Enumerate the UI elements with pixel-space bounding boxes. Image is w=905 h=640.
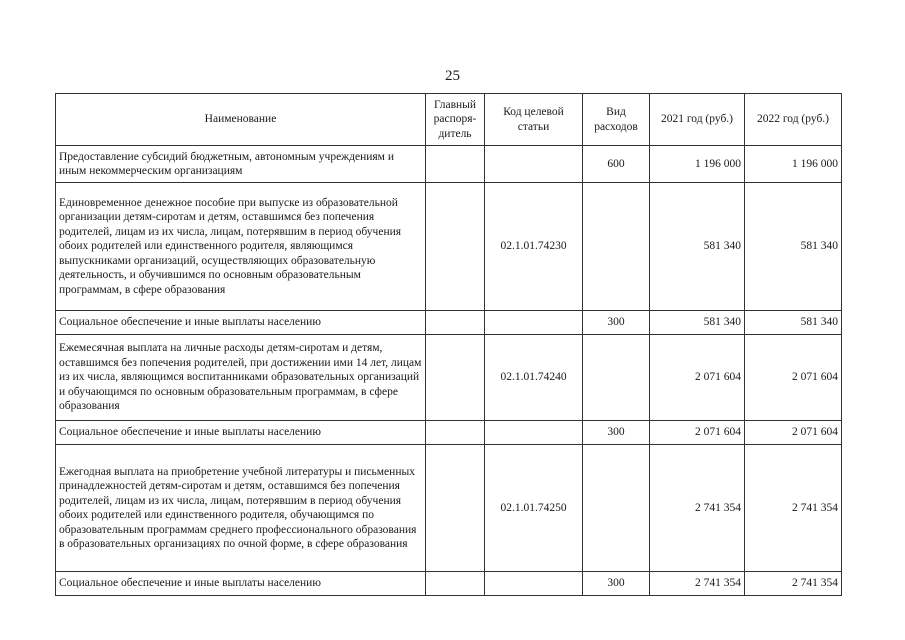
row-manager [426,311,485,335]
row-manager [426,146,485,183]
table-row [56,311,842,335]
row-code [485,421,583,445]
row-name: Социальное обеспечение и иные выплаты населению [56,572,426,596]
row-2021: 1 196 000 [650,146,745,183]
row-code [485,146,583,183]
row-name: Ежегодная выплата на приобретение учебной литературы и письменных принадлежностей детям-сиротам и детям, оставшимся без попечения родителей, лицам из их числа, лицам, потерявшим в период обучения обоих родителей или единственного родителя, обучающимся по образовательным программам среднего профессионального образования в образовательных организациях по очной форме, в сфере образования [56,445,426,572]
row-2022: 2 071 604 [745,421,842,445]
row-code: 02.1.01.74250 [485,445,583,572]
page-number: 25 [445,68,460,84]
table-row [56,146,842,183]
table-row [56,572,842,596]
row-2022: 2 071 604 [745,335,842,421]
row-kind [583,445,650,572]
header-code: Код целевой статьи [485,94,583,146]
row-name: Единовременное денежное пособие при выпуске из образовательной организации детям-сиротам и детям, оставшимся без попечения родителей, лицам из их числа, лицам, потерявшим в период обучения обоих родителей или единственного родителя, являющимся выпускниками организаций, осуществляющих образовательную деятельность, и обучившимся по основным образовательным программам, в сфере образования [56,183,426,311]
row-2022: 581 340 [745,183,842,311]
row-2022: 2 741 354 [745,572,842,596]
row-manager [426,421,485,445]
row-2022: 2 741 354 [745,445,842,572]
row-kind [583,335,650,421]
row-name: Социальное обеспечение и иные выплаты населению [56,421,426,445]
header-name: Наименование [56,94,426,146]
row-code [485,311,583,335]
row-manager [426,183,485,311]
table-row [56,445,842,572]
row-kind [583,183,650,311]
row-2022: 581 340 [745,311,842,335]
header-manager: Главный распоря-дитель [426,94,485,146]
row-2021: 2 071 604 [650,335,745,421]
row-manager [426,445,485,572]
table-row [56,183,842,311]
row-kind: 300 [583,421,650,445]
row-2021: 2 071 604 [650,421,745,445]
row-2021: 581 340 [650,311,745,335]
row-2021: 2 741 354 [650,572,745,596]
row-2021: 581 340 [650,183,745,311]
row-code [485,572,583,596]
row-code: 02.1.01.74240 [485,335,583,421]
row-name: Ежемесячная выплата на личные расходы детям-сиротам и детям, оставшимся без попечения родителей, при достижении ими 14 лет, лицам из их числа, являющимся воспитанниками образовательных организаций и обучающимся по основным образовательным программам, в сфере образования [56,335,426,421]
row-2022: 1 196 000 [745,146,842,183]
row-name: Предоставление субсидий бюджетным, автономным учреждениям и иным некоммерческим организациям [56,146,426,183]
header-2022: 2022 год (руб.) [745,94,842,146]
header-2021: 2021 год (руб.) [650,94,745,146]
row-manager [426,335,485,421]
row-manager [426,572,485,596]
row-kind: 300 [583,572,650,596]
row-kind: 300 [583,311,650,335]
row-name: Социальное обеспечение и иные выплаты населению [56,311,426,335]
header-row [56,94,842,146]
header-kind: Вид расходов [583,94,650,146]
budget-table [55,93,842,596]
row-kind: 600 [583,146,650,183]
table-row [56,421,842,445]
row-code: 02.1.01.74230 [485,183,583,311]
row-2021: 2 741 354 [650,445,745,572]
table-row [56,335,842,421]
